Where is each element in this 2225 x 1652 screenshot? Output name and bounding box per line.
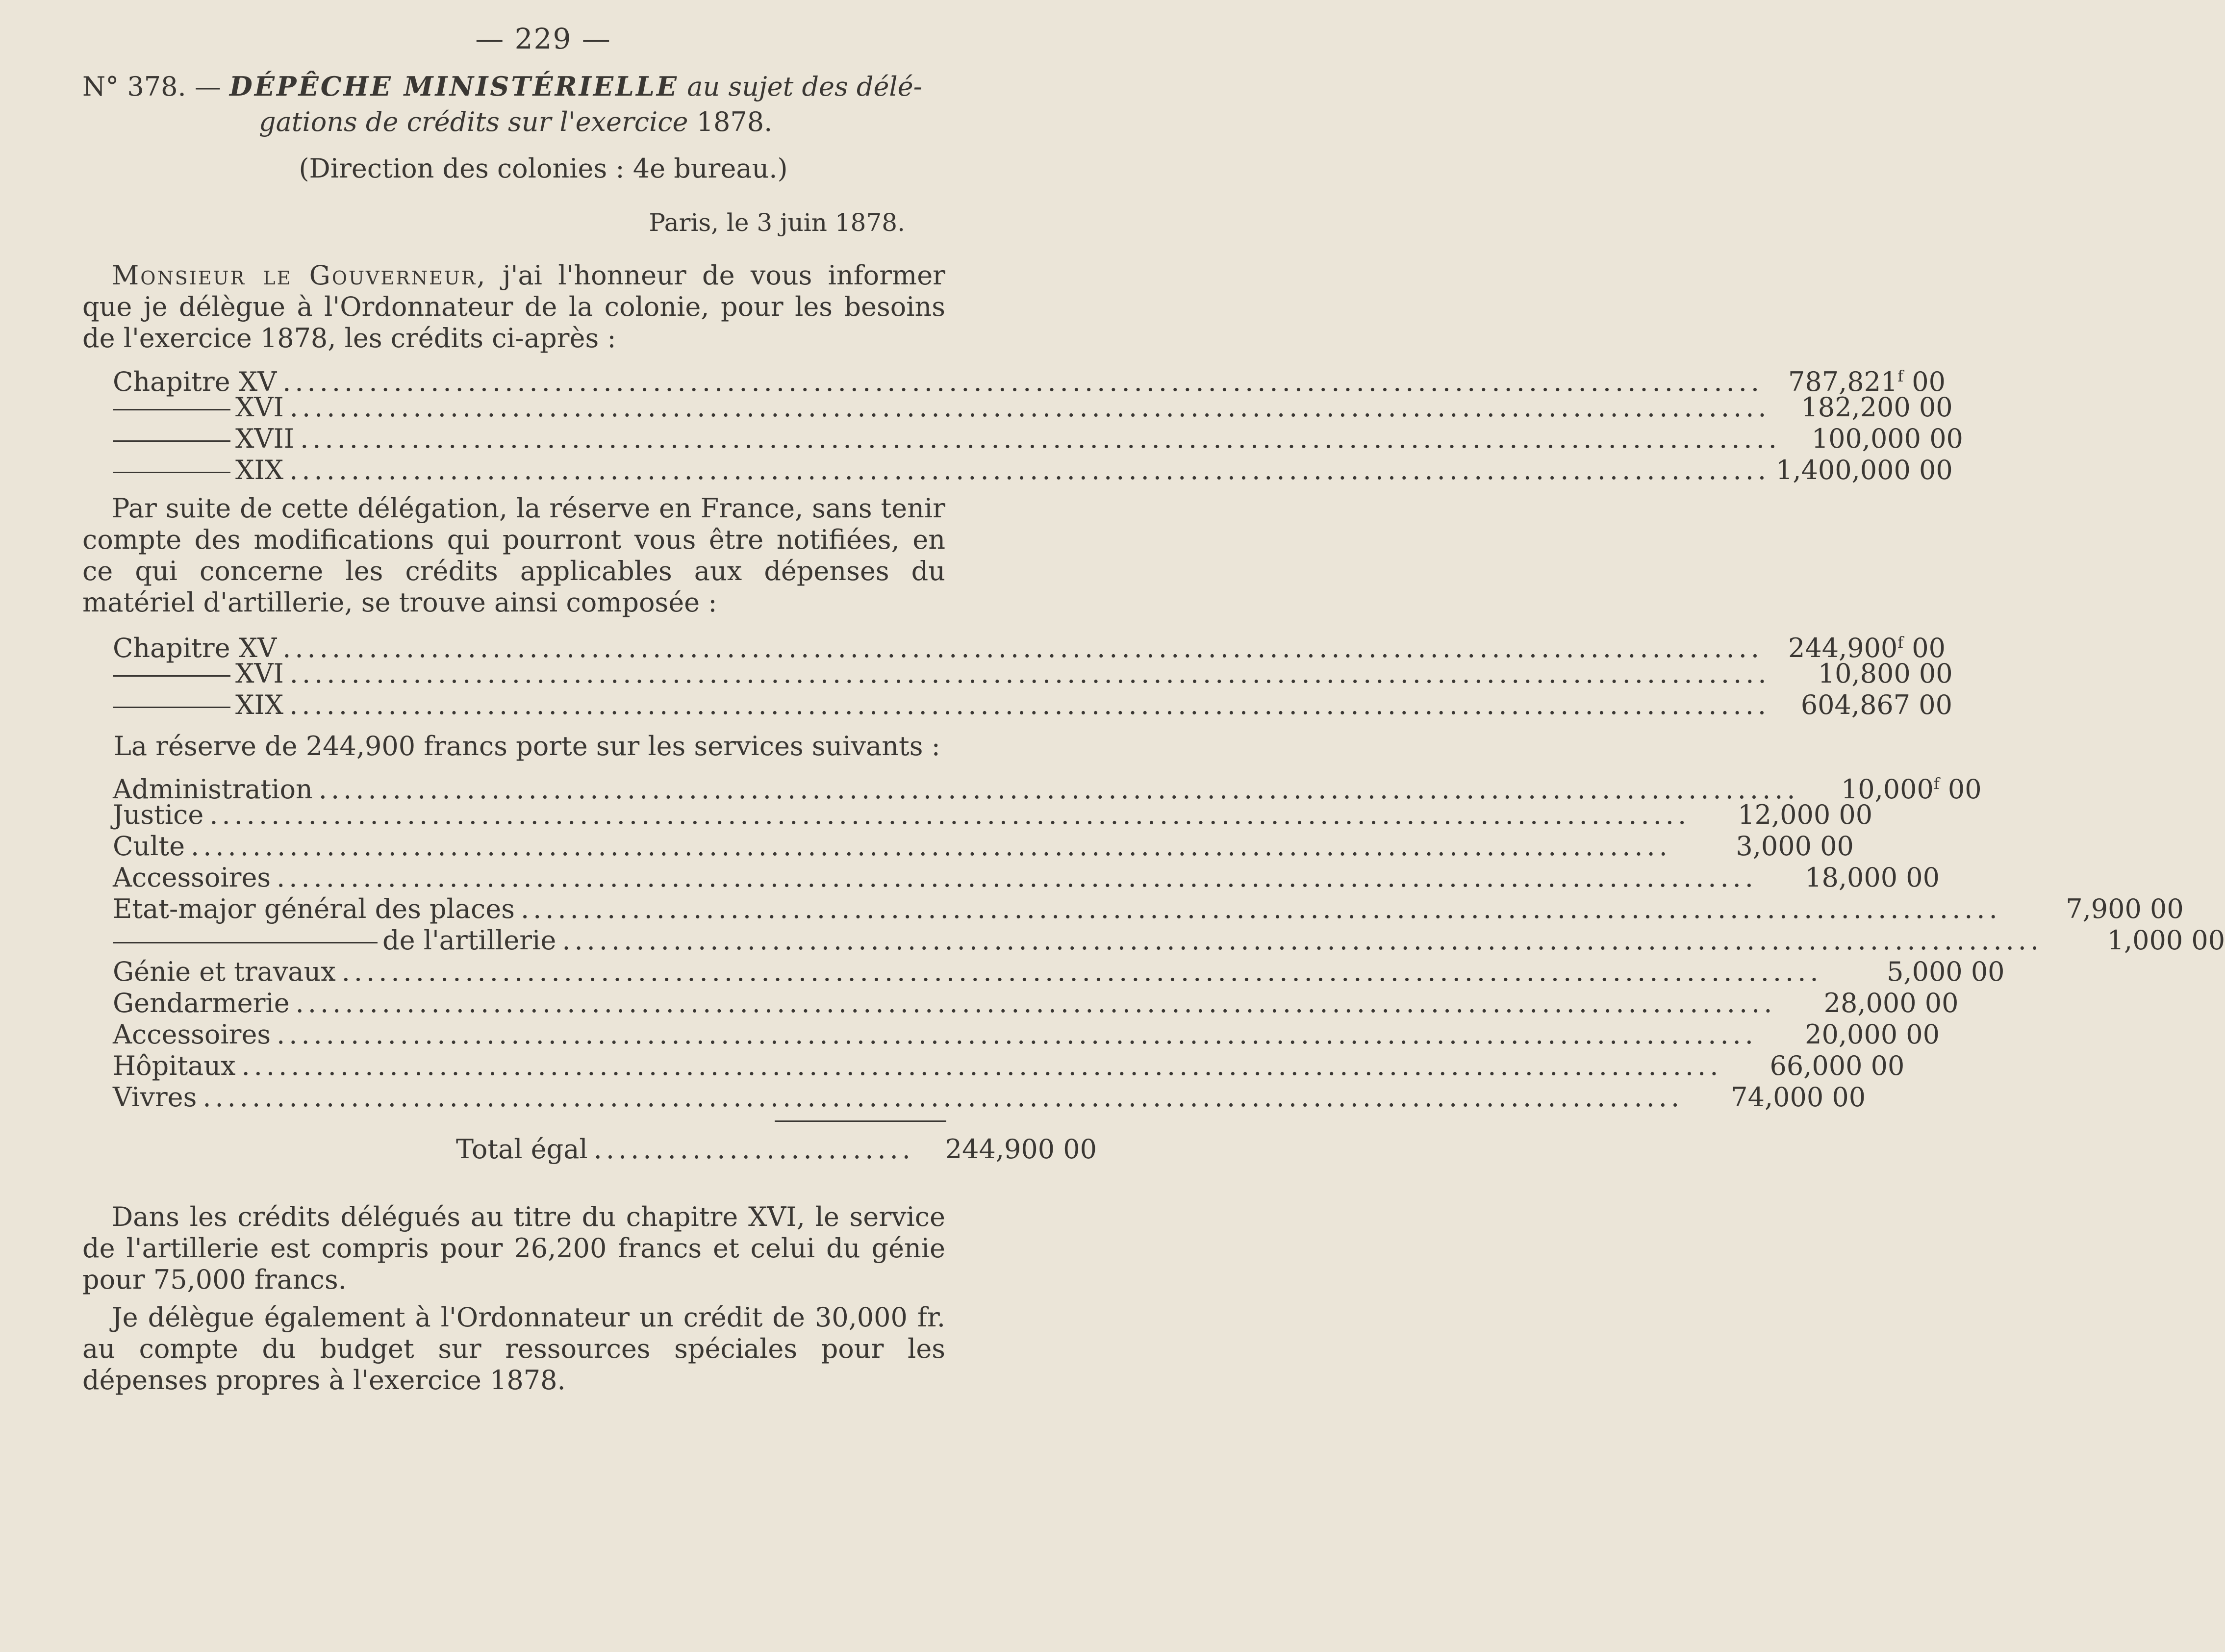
credit-row: [113, 423, 1963, 455]
intro-paragraph: [82, 260, 945, 354]
dot-leader: ........................................................................................................................: [318, 774, 1799, 805]
service-row-amount: 66,000 00: [1770, 1050, 1905, 1081]
service-row-amount: 12,000 00: [1738, 799, 1873, 830]
services-list: [113, 768, 2225, 1113]
ditto-rule: [113, 675, 230, 677]
reserve-row-amount: 604,867 00: [1800, 689, 1953, 720]
direction-line: (Direction des colonies : 4e bureau.): [299, 153, 788, 184]
closing-paragraph-1: [82, 1201, 945, 1296]
reserve-row: [113, 627, 1946, 663]
service-row-label: Justice: [113, 799, 204, 830]
salutation: Monsieur le Gouverneur,: [112, 260, 487, 291]
dispatch-number: N° 378. —: [82, 71, 221, 102]
total-rule: [775, 1120, 946, 1122]
credit-row-amount: 182,200 00: [1801, 392, 1953, 423]
dispatch-subject-2: gations de crédits sur l'exercice: [259, 106, 688, 137]
reserve-row-label: Chapitre XV: [113, 633, 277, 663]
dot-leader: ........................................................................................................................: [562, 925, 2043, 956]
reserve-row-label: XVI: [113, 658, 284, 689]
total-amount: 244,900 00: [945, 1134, 1097, 1165]
dot-leader: ........................................................................................................................: [289, 392, 1770, 423]
service-row-amount: 10,000$^f$ 00: [1841, 774, 1982, 805]
service-row-amount: 74,000 00: [1731, 1082, 1866, 1113]
service-row-label: Gendarmerie: [113, 988, 290, 1018]
service-row-amount: 20,000 00: [1805, 1019, 1940, 1050]
total-label: Total égal: [456, 1134, 588, 1165]
dot-leader: ........................................................................................................................: [289, 689, 1770, 720]
service-row-label: de l'artillerie: [113, 925, 556, 956]
service-row: [113, 925, 2225, 956]
service-row-label: Etat-major général des places: [113, 893, 515, 924]
service-row-label: Vivres: [113, 1082, 197, 1113]
service-row-amount: 7,900 00: [2066, 893, 2184, 924]
dot-leader: ........................................................................................................................: [282, 366, 1764, 397]
dateline: Paris, le 3 juin 1878.: [649, 208, 905, 237]
service-row-label: Hôpitaux: [113, 1050, 236, 1081]
closing-paragraph-2: [82, 1302, 945, 1396]
ditto-rule: [113, 707, 230, 708]
total-leader: ..........................: [593, 1134, 914, 1165]
dot-leader: ........................................................................................................................: [191, 831, 1671, 862]
dot-leader: ........................................................................................................................: [300, 423, 1781, 454]
ditto-rule: [113, 942, 378, 943]
dispatch-year: 1878.: [696, 106, 773, 137]
service-row-amount: 5,000 00: [1887, 956, 2005, 987]
dispatch-heading: [82, 69, 945, 140]
dot-leader: ........................................................................................................................: [295, 988, 1776, 1018]
reserve-row: [113, 689, 1953, 721]
page-number: — 229 —: [475, 22, 611, 55]
dot-leader: ........................................................................................................................: [341, 956, 1822, 987]
reserve-row-label: XIX: [113, 689, 283, 721]
dispatch-title: DÉPÊCHE MINISTÉRIELLE: [229, 71, 679, 102]
service-row-label: Accessoires: [113, 1019, 271, 1050]
service-row-amount: 3,000 00: [1736, 831, 1854, 862]
credit-row-label: XIX: [113, 455, 283, 486]
service-row-amount: 1,000 00: [2107, 925, 2225, 956]
service-row-label: Culte: [113, 831, 185, 862]
service-row: [113, 768, 1982, 805]
service-row: [113, 862, 1940, 893]
dot-leader: ........................................................................................................................: [209, 799, 1691, 830]
closing-text-2: Je délègue également à l'Ordonnateur un crédit de 30,000 fr. au compte du budget sur ressources spéciales pour les dépenses propres à l'exercice 1878.: [82, 1302, 945, 1396]
services-intro: La réserve de 244,900 francs porte sur les services suivants :: [114, 731, 940, 762]
reserve-row-amount: 244,900$^f$ 00: [1788, 633, 1946, 663]
reserve-row: [113, 658, 1953, 689]
credit-row-label: Chapitre XV: [113, 366, 277, 397]
reserve-row-amount: 10,800 00: [1818, 658, 1953, 689]
dot-leader: ........................................................................................................................: [282, 633, 1764, 663]
dot-leader: ........................................................................................................................: [520, 893, 2001, 924]
dot-leader: ........................................................................................................................: [289, 455, 1770, 485]
credit-row-amount: 1,400,000 00: [1776, 455, 1953, 485]
service-row: [113, 893, 2184, 925]
ditto-rule: [113, 409, 230, 410]
service-row: [113, 799, 1873, 831]
service-row-amount: 28,000 00: [1823, 988, 1959, 1018]
dot-leader: ........................................................................................................................: [202, 1082, 1684, 1113]
ditto-rule: [113, 440, 230, 442]
service-row: [113, 988, 1959, 1019]
ditto-rule: [113, 472, 230, 473]
credit-row: [113, 392, 1953, 423]
service-row: [113, 1019, 1940, 1050]
credit-row-amount: 787,821$^f$ 00: [1788, 366, 1946, 397]
service-row-label: Administration: [113, 774, 313, 805]
credit-row: [113, 455, 1953, 486]
credit-row-amount: 100,000 00: [1811, 423, 1963, 454]
dot-leader: ........................................................................................................................: [289, 658, 1770, 689]
credit-row-label: XVII: [113, 423, 294, 455]
service-row-amount: 18,000 00: [1805, 862, 1940, 893]
dot-leader: ........................................................................................................................: [277, 1019, 1757, 1050]
service-row: [113, 831, 1854, 862]
reserve-list: [113, 627, 1953, 721]
service-row-label: Accessoires: [113, 862, 271, 893]
service-row: [113, 1082, 1866, 1113]
closing-text-1: Dans les crédits délégués au titre du chapitre XVI, le service de l'artillerie est compris pour 26,200 francs et celui du génie pour 75,000 francs.: [82, 1201, 945, 1295]
dot-leader: ........................................................................................................................: [241, 1050, 1722, 1081]
service-row-label: Génie et travaux: [113, 956, 336, 987]
reserve-intro: [82, 493, 945, 618]
credit-row-label: XVI: [113, 392, 284, 423]
dispatch-subject-1: au sujet des délé-: [687, 71, 922, 102]
reserve-intro-text: Par suite de cette délégation, la réserve en France, sans tenir compte des modifications qui pourront vous être notifiées, en ce qui concerne les crédits applicables aux dépenses du matériel d'artillerie, se trouve ainsi composée :: [82, 493, 945, 618]
intro-text: j'ai l'honneur de vous informer que je délègue à l'Ordonnateur de la colonie, pour les besoins de l'exercice 1878, les crédits ci-après :: [82, 260, 945, 354]
credit-row: [113, 360, 1946, 397]
total-row: [113, 1134, 1097, 1165]
credits-list: [113, 360, 1963, 486]
service-row: [113, 1050, 1905, 1082]
service-row: [113, 956, 2005, 988]
dot-leader: ........................................................................................................................: [277, 862, 1757, 893]
